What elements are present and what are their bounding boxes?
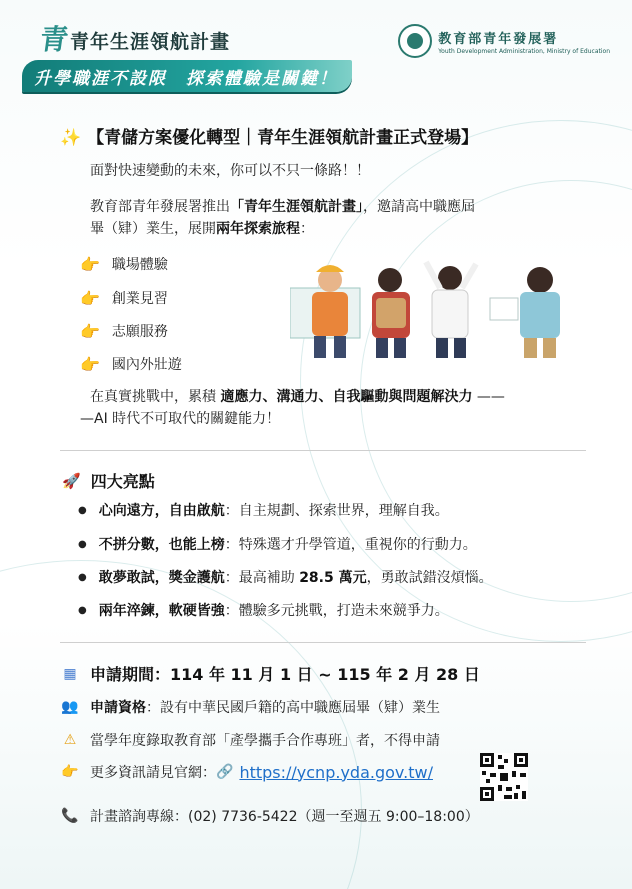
list-item: 👉 志願服務 bbox=[80, 321, 168, 341]
student-figure bbox=[312, 265, 348, 358]
students-illustration bbox=[290, 258, 580, 358]
pointing-hand-icon: 👉 bbox=[61, 764, 79, 780]
sparkle-icon: ✨ bbox=[60, 128, 82, 148]
pointing-hand-icon: 👉 bbox=[80, 321, 100, 341]
intro-line-3: 畢（肄）業生，展開兩年探索旅程： bbox=[90, 221, 314, 237]
student-figure bbox=[426, 262, 476, 358]
highlight-item: ● 敢夢敢試，獎金護航 ：最高補助 28.5 萬元 ，勇敢試錯沒煩惱。 bbox=[78, 570, 493, 586]
skills-line-1: 在真實挑戰中，累積 適應力、溝通力、自我驅動與問題解決力 —— bbox=[90, 389, 505, 405]
pointing-hand-icon: 👉 bbox=[80, 288, 100, 308]
pointing-hand-icon: 👉 bbox=[80, 254, 100, 274]
program-name: 青年生涯領航計畫 bbox=[70, 30, 231, 53]
list-item: 👉 職場體驗 bbox=[80, 254, 168, 274]
page-title: ✨ 【青儲方案優化轉型｜青年生涯領航計畫正式登場】 bbox=[60, 128, 479, 148]
ministry-logo bbox=[398, 24, 610, 58]
qr-code[interactable] bbox=[480, 753, 528, 801]
student-figure bbox=[372, 268, 410, 358]
ministry-name: 教育部青年發展署 bbox=[438, 31, 559, 47]
slogan-text: 升學職涯不設限 探索體驗是關鍵！ bbox=[34, 69, 338, 89]
intro-line-2: 教育部青年發展署推出「青年生涯領航計畫」，邀請高中職應屆 bbox=[90, 199, 475, 215]
warning-notice: ⚠ 當學年度錄取教育部「產學攜手合作專班」者，不得申請 bbox=[60, 730, 440, 750]
hotline: 📞 計畫諮詢專線：(02) 7736-5422（週一至週五 9:00–18:00） bbox=[61, 808, 479, 825]
highlight-item: ● 兩年淬鍊，軟硬皆強 ：體驗多元挑戰，打造未來競爭力。 bbox=[78, 603, 449, 619]
pointing-hand-icon: 👉 bbox=[80, 354, 100, 374]
divider bbox=[60, 450, 586, 451]
program-logo bbox=[37, 23, 231, 56]
rocket-icon: 🚀 bbox=[62, 471, 81, 490]
student-figure bbox=[520, 267, 560, 358]
website-info: 👉 更多資訊請見官網： 🔗 https://ycnp.yda.gov.tw/ bbox=[61, 762, 433, 782]
website-link[interactable]: https://ycnp.yda.gov.tw/ bbox=[239, 762, 433, 782]
phone-icon: 📞 bbox=[61, 808, 79, 824]
calendar-icon: ▦ bbox=[63, 665, 77, 682]
intro-line-1: 面對快速變動的未來，你可以不只一條路！！ bbox=[90, 163, 370, 179]
program-logo-mark: 青 bbox=[37, 23, 71, 56]
eligibility: 👥 申請資格 ：設有中華民國戶籍的高中職應屆畢（肄）業生 bbox=[61, 699, 440, 716]
application-period: ▦ 申請期間：114 年 11 月 1 日 ~ 115 年 2 月 28 日 bbox=[60, 662, 480, 685]
highlight-item: ● 不拼分數，也能上榜 ：特殊選才升學管道，重視你的行動力。 bbox=[78, 537, 477, 553]
highlight-item: ● 心向遠方，自由啟航 ：自主規劃、探索世界，理解自我。 bbox=[78, 503, 449, 519]
ministry-name-en: Youth Development Administration, Ministry of Education bbox=[438, 47, 610, 55]
people-icon: 👥 bbox=[61, 699, 79, 715]
list-item: 👉 創業見習 bbox=[80, 288, 168, 308]
ministry-seal-icon bbox=[398, 24, 432, 58]
warning-icon: ⚠ bbox=[63, 732, 77, 748]
divider bbox=[60, 642, 586, 643]
highlights-title: 🚀 四大亮點 bbox=[62, 471, 155, 491]
list-item: 👉 國內外壯遊 bbox=[80, 354, 182, 374]
skills-line-2: —AI 時代不可取代的關鍵能力！ bbox=[80, 411, 281, 427]
link-icon: 🔗 bbox=[216, 764, 234, 780]
slogan-banner bbox=[22, 60, 352, 92]
